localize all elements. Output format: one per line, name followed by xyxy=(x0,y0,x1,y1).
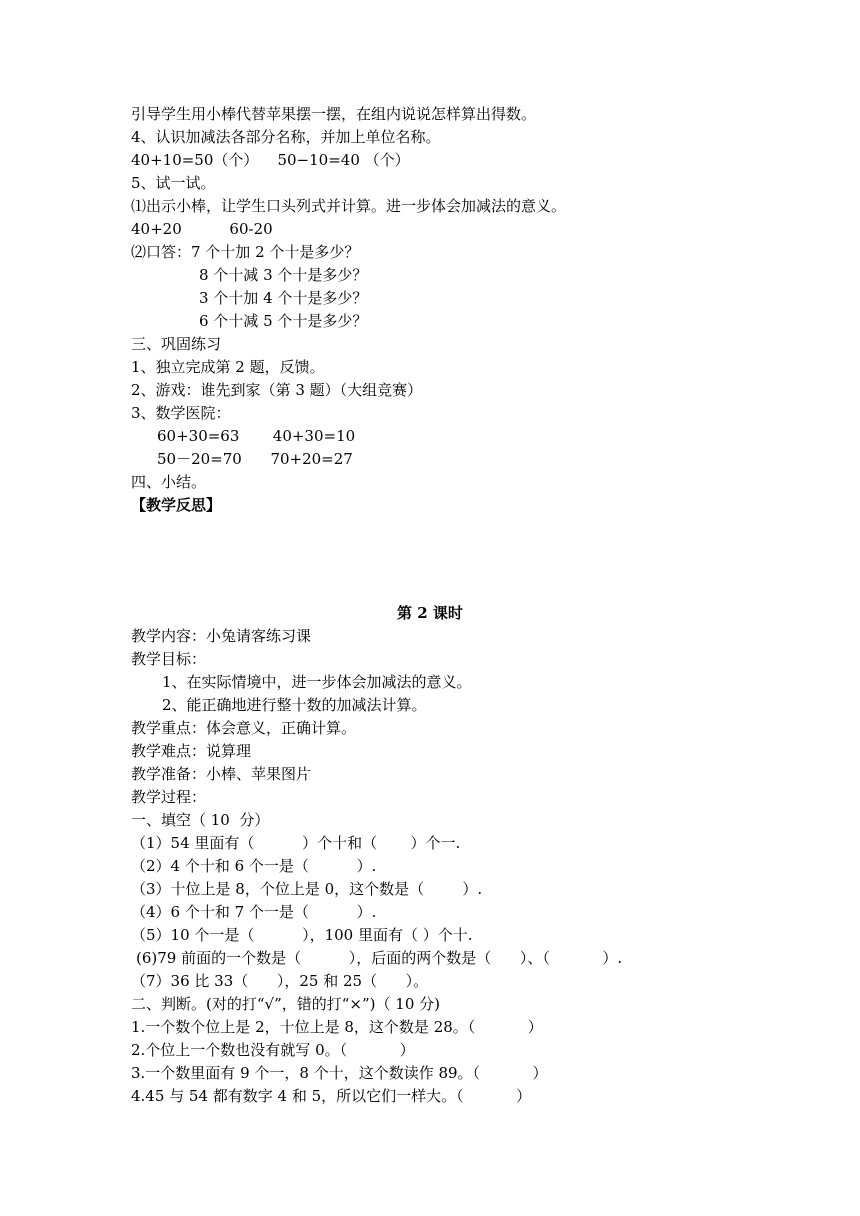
text-line: 教学重点：体会意义，正确计算。 xyxy=(131,719,357,737)
section-heading: 二、判断。(对的打“√”，错的打“×”)（ 10 分) xyxy=(131,995,440,1013)
text-line: 教学难点：说算理 xyxy=(131,742,252,760)
text-line: （3）十位上是 8，个位上是 0，这个数是（ ）. xyxy=(131,880,483,898)
lesson-title: 第 2 课时 xyxy=(397,604,463,622)
text-line: 4、认识加减法各部分名称，并加上单位名称。 xyxy=(131,128,441,146)
section-heading: 四、小结。 xyxy=(131,473,207,491)
text-line: 60+30=63 40+30=10 xyxy=(157,427,356,445)
text-line: 1.一个数个位上是 2，十位上是 8，这个数是 28。（ ） xyxy=(131,1018,543,1036)
text-line: 1、独立完成第 2 题，反馈。 xyxy=(131,358,325,376)
text-line: （5）10 个一是（ ），100 里面有（ ）个十. xyxy=(131,926,473,944)
text-line: 40+10=50（个） 50−10=40 （个） xyxy=(131,151,410,169)
text-line: 3、数学医院： xyxy=(131,404,231,422)
text-line: (6)79 前面的一个数是（ ），后面的两个数是（ ）、（ ）. xyxy=(136,949,623,967)
text-line: （7）36 比 33（ ），25 和 25（ ）。 xyxy=(131,972,429,990)
section-heading: 三、巩固练习 xyxy=(131,335,222,353)
text-line: （2）4 个十和 6 个一是（ ）. xyxy=(131,857,377,875)
text-line: ⑴出示小棒，让学生口头列式并计算。进一步体会加减法的意义。 xyxy=(131,197,567,215)
text-line: 5、试一试。 xyxy=(131,174,216,192)
text-line: 2、游戏：谁先到家（第 3 题）（大组竞赛） xyxy=(131,381,423,399)
text-line: 6 个十减 5 个十是多少？ xyxy=(199,312,368,330)
text-line: 40+20 60-20 xyxy=(131,220,273,238)
text-line: 4.45 与 54 都有数字 4 和 5，所以它们一样大。（ ） xyxy=(131,1087,532,1105)
text-line: 引导学生用小棒代替苹果摆一摆，在组内说说怎样算出得数。 xyxy=(131,105,537,123)
text-line: （4）6 个十和 7 个一是（ ）. xyxy=(131,903,377,921)
text-line: 2.个位上一个数也没有就写 0。（ ） xyxy=(131,1041,415,1059)
reflection-heading: 【教学反思】 xyxy=(131,496,222,514)
text-line: 教学内容：小兔请客练习课 xyxy=(131,627,312,645)
section-heading: 一、填空（ 10 分） xyxy=(131,811,270,829)
text-line: 50－20=70 70+20=27 xyxy=(157,450,353,468)
text-line: 2、能正确地进行整十数的加减法计算。 xyxy=(162,696,427,714)
text-line: 教学过程： xyxy=(131,788,207,806)
text-line: 教学目标： xyxy=(131,650,207,668)
text-line: 3.一个数里面有 9 个一，8 个十，这个数读作 89。（ ） xyxy=(131,1064,548,1082)
text-line: （1）54 里面有（ ）个十和（ ）个一. xyxy=(131,834,461,852)
text-line: 1、在实际情境中，进一步体会加减法的意义。 xyxy=(162,673,472,691)
text-line: 教学准备：小棒、苹果图片 xyxy=(131,765,312,783)
text-line: ⑵口答：7 个十加 2 个十是多少？ xyxy=(131,243,360,261)
text-line: 3 个十加 4 个十是多少？ xyxy=(199,289,368,307)
text-line: 8 个十减 3 个十是多少？ xyxy=(199,266,368,284)
